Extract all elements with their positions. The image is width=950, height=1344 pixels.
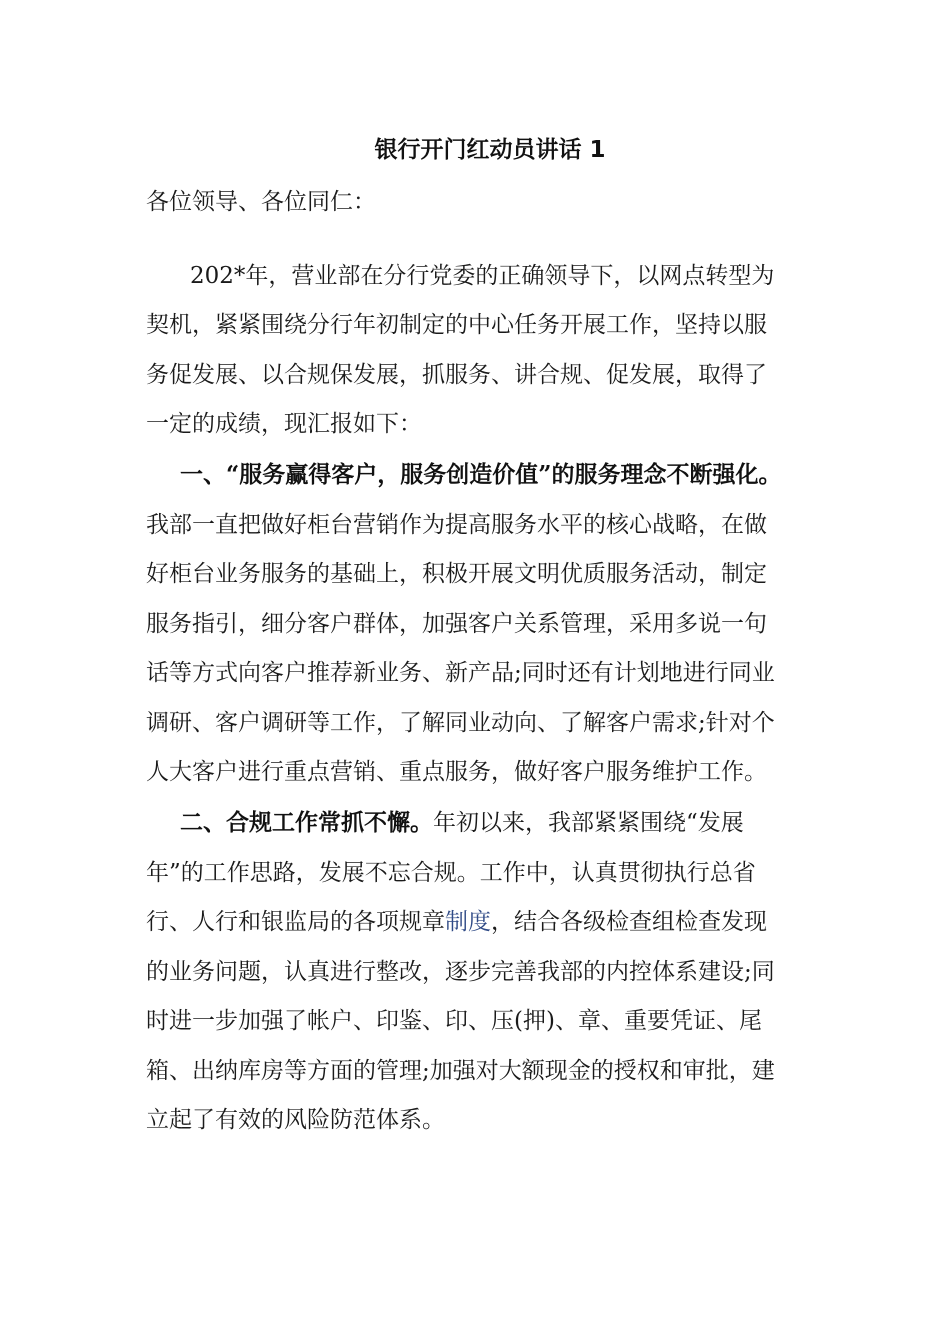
section-1-heading: 一、“服务赢得客户，服务创造价值”的服务理念不断强化。 [180,461,782,488]
section-2-first-line [180,805,744,841]
section-2-line: 箱、出纳库房等方面的管理;加强对大额现金的授权和审批，建 [146,1058,775,1084]
section-2-line: 时进一步加强了帐户、印鉴、印、压(押)、章、重要凭证、尾 [146,1008,762,1034]
section-1-line: 我部一直把做好柜台营销作为提高服务水平的核心战略，在做 [146,512,767,538]
document-title: 银行开门红动员讲话 1 [374,137,606,163]
section-2-line [146,904,767,940]
section-1-line: 好柜台业务服务的基础上，积极开展文明优质服务活动，制定 [146,561,767,587]
section-1-line: 服务指引，细分客户群体，加强客户关系管理，采用多说一句 [146,611,767,637]
intro-line: 202*年，营业部在分行党委的正确领导下，以网点转型为 [190,263,775,289]
intro-line: 一定的成绩，现汇报如下： [146,411,422,437]
intro-line: 契机，紧紧围绕分行年初制定的中心任务开展工作，坚持以服 [146,312,767,338]
section-2-text: ，结合各级检查组检查发现 [491,909,767,935]
section-1-line: 话等方式向客户推荐新业务、新产品;同时还有计划地进行同业 [146,660,775,686]
salutation: 各位领导、各位同仁： [146,189,376,215]
section-2-line: 立起了有效的风险防范体系。 [146,1107,445,1133]
section-2-text: 年初以来，我部紧紧围绕“发展 [433,810,744,836]
section-2-text: 行、人行和银监局的各项规章 [146,909,445,935]
section-2-line: 年”的工作思路，发展不忘合规。工作中，认真贯彻执行总省 [146,860,756,886]
section-2-heading: 二、合规工作常抓不懈。 [180,809,433,836]
intro-line: 务促发展、以合规保发展，抓服务、讲合规、促发展，取得了 [146,362,767,388]
section-1-line: 调研、客户调研等工作，了解同业动向、了解客户需求;针对个 [146,710,775,736]
section-1-line: 人大客户进行重点营销、重点服务，做好客户服务维护工作。 [146,759,767,785]
regulation-link[interactable]: 制度 [445,909,491,935]
section-2-line: 的业务问题，认真进行整改，逐步完善我部的内控体系建设;同 [146,959,775,985]
